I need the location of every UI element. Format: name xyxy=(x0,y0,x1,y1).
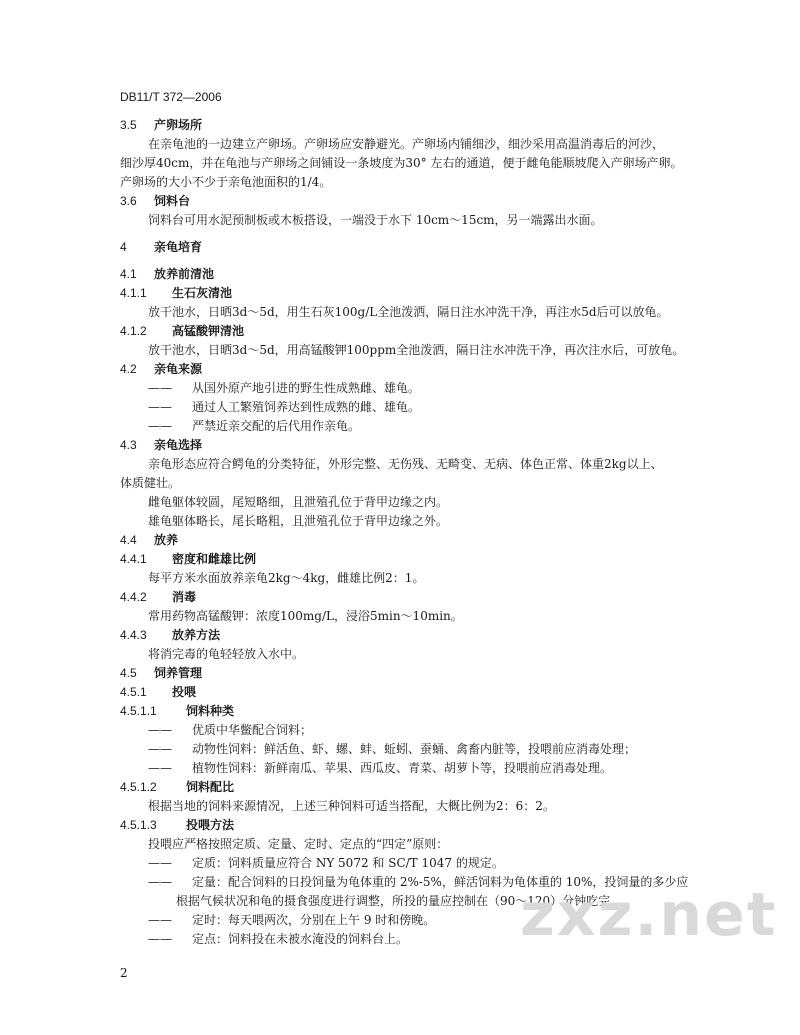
section-number: 4.5.1.1 xyxy=(120,704,157,718)
section-title: 产卵场所 xyxy=(154,118,203,132)
paragraph: 亲龟形态应符合鳄龟的分类特征，外形完整、无伤残、无畸变、无病、体色正常、体重2kg以上、 xyxy=(148,457,663,471)
section-title: 饲料配比 xyxy=(186,780,235,794)
list-item-text: 严禁近亲交配的后代用作亲龟。 xyxy=(192,419,361,433)
section-title: 亲龟来源 xyxy=(154,362,203,376)
section-number: 4.4.1 xyxy=(120,552,147,566)
section-heading xyxy=(120,238,720,257)
section-number: 4.4.2 xyxy=(120,590,147,604)
section-heading xyxy=(120,265,720,284)
section-heading xyxy=(120,550,720,569)
section-heading xyxy=(120,284,720,303)
paragraph: 雄龟躯体略长，尾长略粗，且泄殖孔位于背甲边缘之外。 xyxy=(148,514,449,528)
section-number: 4.1.1 xyxy=(120,286,147,300)
paragraph: 根据当地的饲料来源情况，上述三种饲料可适当搭配，大概比例为2：6：2。 xyxy=(148,799,555,813)
section-title: 生石灰清池 xyxy=(172,286,233,300)
paragraph: 放干池水，日晒3d～5d，用高锰酸钾100ppm全池泼洒，隔日注水冲洗干净，再次注水后，可放龟。 xyxy=(148,343,685,357)
section-heading xyxy=(120,531,720,550)
section-number: 4.5 xyxy=(120,666,137,680)
section-title: 放养方法 xyxy=(172,628,221,642)
section-heading xyxy=(120,436,720,455)
paragraph-continuation: 体质健壮。 xyxy=(120,476,181,490)
list-item xyxy=(120,379,720,398)
list-item-text: 优质中华鳖配合饲料； xyxy=(192,723,313,737)
paragraph: 在亲龟池的一边建立产卵场。产卵场应安静避光。产卵场内铺细沙，细沙采用高温消毒后的河沙， xyxy=(148,137,665,151)
section-title: 饲料种类 xyxy=(186,704,235,718)
paragraph: 饲料台可用水泥预制板或木板搭设，一端没于水下 10cm～15cm，另一端露出水面。 xyxy=(148,213,603,227)
section-heading xyxy=(120,588,720,607)
list-item-text: 定质：饲料质量应符合 NY 5072 和 SC/T 1047 的规定。 xyxy=(192,856,504,870)
paragraph: 每平方米水面放养亲龟2kg～4kg，雌雄比例2：1。 xyxy=(148,571,425,585)
section-heading xyxy=(120,360,720,379)
paragraph: 雌龟躯体较圆，尾短略细，且泄殖孔位于背甲边缘之内。 xyxy=(148,495,449,509)
dash-marker: —— xyxy=(148,875,172,889)
section-title: 饲料台 xyxy=(154,194,191,208)
paragraph-continuation: 产卵场的大小不少于亲龟池面积的1/4。 xyxy=(120,175,332,189)
section-title: 高锰酸钾清池 xyxy=(172,324,245,338)
list-item-text: 通过人工繁殖饲养达到性成熟的雌、雄龟。 xyxy=(192,400,421,414)
document-body xyxy=(120,116,720,949)
section-number: 4.5.1.2 xyxy=(120,780,157,794)
list-item-text: 植物性饲料：新鲜南瓜、苹果、西瓜皮、青菜、胡萝卜等，投喂前应消毒处理。 xyxy=(192,761,613,775)
section-heading xyxy=(120,626,720,645)
section-number: 4.4.3 xyxy=(120,628,147,642)
list-item-continuation: 根据气候状况和龟的摄食强度进行调整，所投的量应控制在（90～120）分钟吃完。 xyxy=(176,894,623,908)
section-number: 3.5 xyxy=(120,118,137,132)
section-number: 4.5.1 xyxy=(120,685,147,699)
list-item xyxy=(120,759,720,778)
list-item-text: 定时：每天喂两次，分别在上午 9 时和傍晚。 xyxy=(192,913,436,927)
section-title: 密度和雌雄比例 xyxy=(172,552,257,566)
list-item-text: 动物性饲料：鲜活鱼、虾、螺、蚌、蚯蚓、蚕蛹、禽畜内脏等，投喂前应消毒处理； xyxy=(192,742,637,756)
section-number: 4.5.1.3 xyxy=(120,818,157,832)
section-heading xyxy=(120,664,720,683)
section-title: 投喂方法 xyxy=(186,818,235,832)
dash-marker: —— xyxy=(148,742,172,756)
document-header: DB11/T 372—2006 xyxy=(120,90,222,104)
section-number: 4.1 xyxy=(120,267,137,281)
page-number: 2 xyxy=(120,966,128,980)
paragraph: 常用药物高锰酸钾：浓度100mg/L，浸浴5min～10min。 xyxy=(148,609,463,623)
paragraph: 投喂应严格按照定质、定量、定时、定点的“四定”原则： xyxy=(148,837,449,851)
list-item xyxy=(120,398,720,417)
paragraph: 将消完毒的龟轻轻放入水中。 xyxy=(148,647,305,661)
section-heading xyxy=(120,683,720,702)
dash-marker: —— xyxy=(148,723,172,737)
section-gap xyxy=(120,257,720,265)
section-title: 饲养管理 xyxy=(154,666,203,680)
section-title: 放养前清池 xyxy=(154,267,215,281)
section-heading xyxy=(120,778,720,797)
list-item xyxy=(120,854,720,873)
section-heading xyxy=(120,322,720,341)
dash-marker: —— xyxy=(148,400,172,414)
dash-marker: —— xyxy=(148,419,172,433)
paragraph: 放干池水，日晒3d～5d，用生石灰100g/L全池泼洒，隔日注水冲洗干净，再注水5d后可以放龟。 xyxy=(148,305,669,319)
list-item-text: 从国外原产地引进的野生性成熟雌、雄龟。 xyxy=(192,381,421,395)
list-item xyxy=(120,417,720,436)
section-title: 放养 xyxy=(154,533,179,547)
section-gap xyxy=(120,230,720,238)
section-number: 4.1.2 xyxy=(120,324,147,338)
dash-marker: —— xyxy=(148,761,172,775)
list-item-text: 定点：饲料投在未被水淹没的饲料台上。 xyxy=(192,932,409,946)
dash-marker: —— xyxy=(148,856,172,870)
section-heading xyxy=(120,816,720,835)
section-number: 4.2 xyxy=(120,362,137,376)
section-number: 4 xyxy=(120,240,127,254)
watermark: zxz.net xyxy=(520,880,778,950)
section-title: 亲龟培育 xyxy=(154,240,203,254)
paragraph-continuation: 细沙厚40cm，并在龟池与产卵场之间铺设一条坡度为30° 左右的通道，便于雌龟能顺坡爬入产卵场产卵。 xyxy=(120,156,683,170)
dash-marker: —— xyxy=(148,913,172,927)
section-number: 4.4 xyxy=(120,533,137,547)
section-number: 4.3 xyxy=(120,438,137,452)
list-item-text: 定量：配合饲料的日投饲量为龟体重的 2%-5%，鲜活饲料为龟体重的 10%，投饲量的多少应 xyxy=(192,875,689,889)
section-title: 亲龟选择 xyxy=(154,438,203,452)
dash-marker: —— xyxy=(148,381,172,395)
section-heading xyxy=(120,192,720,211)
section-heading xyxy=(120,702,720,721)
section-heading xyxy=(120,116,720,135)
section-title: 消毒 xyxy=(172,590,197,604)
dash-marker: —— xyxy=(148,932,172,946)
list-item xyxy=(120,740,720,759)
section-number: 3.6 xyxy=(120,194,137,208)
list-item xyxy=(120,721,720,740)
section-title: 投喂 xyxy=(172,685,197,699)
